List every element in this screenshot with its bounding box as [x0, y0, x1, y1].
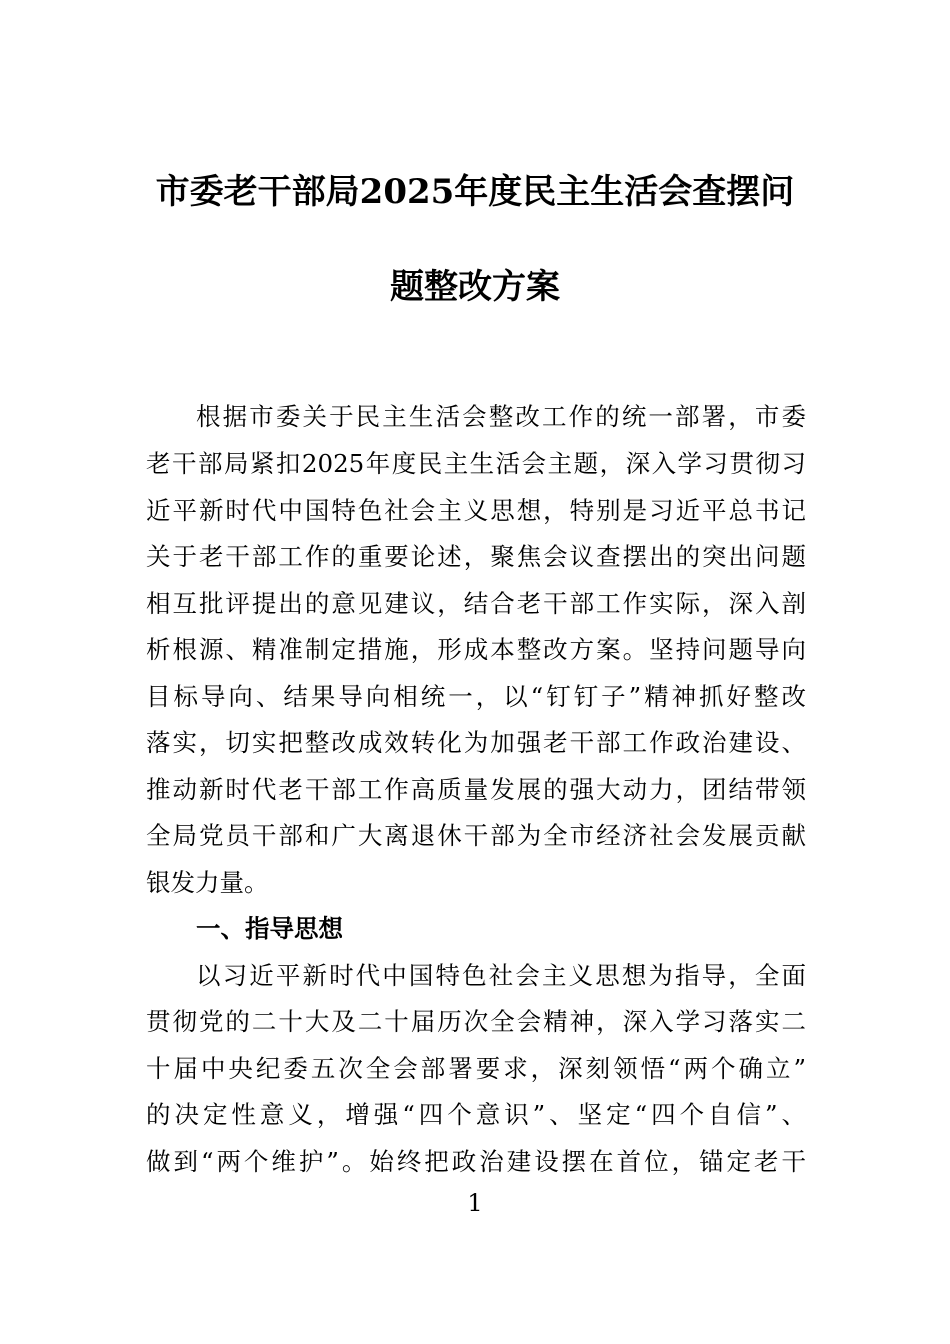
intro-line: 老干部局紧扣2025年度民主生活会主题，深入学习贯彻习 — [146, 449, 806, 478]
intro-line: 相互批评提出的意见建议，结合老干部工作实际，深入剖 — [146, 589, 806, 618]
section-line: 十届中央纪委五次全会部署要求，深刻领悟“两个确立” — [146, 1054, 806, 1083]
document-title-line-1: 市委老干部局2025年度民主生活会查摆问 — [155, 172, 795, 212]
section-line: 以习近平新时代中国特色社会主义思想为指导，全面 — [196, 961, 806, 990]
document-title-line-2: 题整改方案 — [390, 267, 560, 307]
section-line: 的决定性意义，增强“四个意识”、坚定“四个自信”、 — [146, 1100, 806, 1129]
intro-line: 近平新时代中国特色社会主义思想，特别是习近平总书记 — [146, 496, 806, 525]
section-line: 做到“两个维护”。始终把政治建设摆在首位，锚定老干 — [146, 1147, 806, 1176]
intro-line: 根据市委关于民主生活会整改工作的统一部署，市委 — [196, 402, 806, 431]
intro-line: 目标导向、结果导向相统一，以“钉钉子”精神抓好整改 — [146, 682, 806, 711]
intro-line: 全局党员干部和广大离退休干部为全市经济社会发展贡献 — [146, 821, 806, 850]
intro-line: 银发力量。 — [146, 868, 269, 897]
section-line: 贯彻党的二十大及二十届历次全会精神，深入学习落实二 — [146, 1007, 806, 1036]
page-number: 1 — [467, 1189, 483, 1217]
intro-line: 关于老干部工作的重要论述，聚焦会议查摆出的突出问题 — [146, 542, 806, 571]
intro-line: 落实，切实把整改成效转化为加强老干部工作政治建设、 — [146, 728, 806, 757]
section-heading: 一、指导思想 — [196, 914, 343, 943]
intro-line: 推动新时代老干部工作高质量发展的强大动力，团结带领 — [146, 775, 806, 804]
intro-line: 析根源、精准制定措施，形成本整改方案。坚持问题导向 — [146, 635, 806, 664]
